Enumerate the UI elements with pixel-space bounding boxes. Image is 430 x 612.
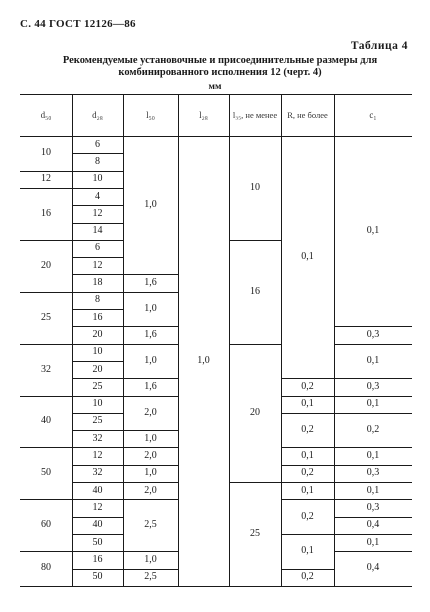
d28-cell: 50 xyxy=(92,571,103,583)
d28-cell: 8 xyxy=(95,155,100,167)
l28-cell: 1,0 xyxy=(197,354,210,366)
table-bottom-border xyxy=(20,586,412,587)
d28-cell: 40 xyxy=(92,519,103,531)
c1-cell: 0,3 xyxy=(366,328,380,340)
column-header: l₂₈ xyxy=(199,110,208,120)
column-header: d₅₀ xyxy=(40,110,52,120)
c1-cell: 0,1 xyxy=(366,225,380,237)
d28-cell: 10 xyxy=(92,398,103,410)
column-header: c₁ xyxy=(369,110,377,120)
d28-cell: 50 xyxy=(92,536,103,548)
l50-cell: 1,0 xyxy=(144,199,157,211)
column-divider xyxy=(123,94,124,586)
d28-cell: 10 xyxy=(92,346,103,358)
c1-cell: 0,1 xyxy=(366,484,380,496)
r-cell: 0,2 xyxy=(301,571,314,583)
d28-cell: 12 xyxy=(92,259,103,271)
l50-cell: 1,6 xyxy=(144,380,157,392)
d28-cell: 16 xyxy=(92,311,103,323)
l50-cell: 2,5 xyxy=(144,571,157,583)
column-divider xyxy=(281,94,282,586)
r-cell: 0,2 xyxy=(301,467,314,479)
column-header: R, не более xyxy=(287,110,328,120)
c1-cell: 0,1 xyxy=(366,450,380,462)
d28-cell: 4 xyxy=(95,190,100,202)
d28-cell: 18 xyxy=(92,277,103,289)
d28-cell: 6 xyxy=(95,242,100,254)
d28-cell: 12 xyxy=(92,450,103,462)
c1-cell: 0,1 xyxy=(366,398,380,410)
d50-cell: 32 xyxy=(41,363,51,375)
column-header: l₃₅, не менее xyxy=(232,110,278,120)
page-header: С. 44 ГОСТ 12126—86 xyxy=(20,18,136,30)
l50-cell: 1,0 xyxy=(144,553,157,565)
d28-cell: 14 xyxy=(92,225,103,237)
l35-cell: 16 xyxy=(250,285,260,297)
l50-cell: 2,5 xyxy=(144,519,157,531)
d50-cell: 60 xyxy=(41,519,51,531)
d28-cell: 25 xyxy=(92,415,103,427)
l50-cell: 1,0 xyxy=(144,354,157,366)
l50-cell: 1,0 xyxy=(144,432,157,444)
c1-cell: 0,4 xyxy=(366,562,380,574)
d50-cell: 40 xyxy=(41,415,51,427)
d28-cell: 40 xyxy=(92,484,103,496)
d28-cell: 32 xyxy=(92,467,103,479)
d28-cell: 6 xyxy=(95,138,100,150)
column-header: l₅₀ xyxy=(146,110,155,120)
d50-cell: 20 xyxy=(41,259,51,271)
d28-cell: 12 xyxy=(92,207,103,219)
table-title xyxy=(40,55,400,79)
d28-cell: 10 xyxy=(92,173,103,185)
units-label: мм xyxy=(208,82,222,92)
c1-cell: 0,4 xyxy=(366,519,380,531)
d50-cell: 12 xyxy=(41,173,51,185)
d28-cell: 20 xyxy=(92,328,103,340)
d50-cell: 10 xyxy=(41,147,51,159)
l35-cell: 25 xyxy=(250,527,260,539)
d28-cell: 25 xyxy=(92,380,103,392)
column-divider xyxy=(178,94,179,586)
c1-cell: 0,2 xyxy=(366,424,380,436)
r-cell: 0,1 xyxy=(301,484,314,496)
title-line-1: Рекомендуемые установочные и присоединительные размеры для xyxy=(62,55,378,66)
d50-cell: 50 xyxy=(41,467,51,479)
d28-cell: 12 xyxy=(92,501,103,513)
d28-cell: 16 xyxy=(92,553,103,565)
l50-cell: 2,0 xyxy=(144,450,157,462)
column-divider xyxy=(334,94,335,586)
l50-cell: 1,6 xyxy=(144,328,157,340)
r-cell: 0,1 xyxy=(301,398,314,410)
c1-cell: 0,1 xyxy=(366,536,380,548)
c1-cell: 0,3 xyxy=(366,380,380,392)
r-cell: 0,2 xyxy=(301,380,314,392)
column-divider xyxy=(229,94,230,586)
d28-cell: 20 xyxy=(92,363,103,375)
l50-cell: 1,0 xyxy=(144,302,157,314)
title-line-2: комбинированного исполнения 12 (черт. 4) xyxy=(118,67,322,78)
l50-cell: 2,0 xyxy=(144,406,157,418)
l50-cell: 1,0 xyxy=(144,467,157,479)
l50-cell: 1,6 xyxy=(144,277,157,289)
l35-cell: 10 xyxy=(250,181,260,193)
d28-cell: 32 xyxy=(92,432,103,444)
table-number: Таблица 4 xyxy=(350,40,408,52)
column-header: d₂₈ xyxy=(92,110,103,120)
r-cell: 0,1 xyxy=(301,450,314,462)
c1-cell: 0,1 xyxy=(366,354,380,366)
d50-cell: 80 xyxy=(41,562,51,574)
d50-cell: 16 xyxy=(41,207,51,219)
l35-cell: 20 xyxy=(250,406,260,418)
r-cell: 0,1 xyxy=(301,251,314,263)
c1-cell: 0,3 xyxy=(366,467,380,479)
l50-cell: 2,0 xyxy=(144,484,157,496)
d28-cell: 8 xyxy=(95,294,100,306)
r-cell: 0,2 xyxy=(301,510,314,522)
d50-cell: 25 xyxy=(41,311,51,323)
dimensions-table xyxy=(20,94,412,586)
r-cell: 0,1 xyxy=(301,545,314,557)
column-divider xyxy=(72,94,73,586)
c1-cell: 0,3 xyxy=(366,501,380,513)
r-cell: 0,2 xyxy=(301,424,314,436)
